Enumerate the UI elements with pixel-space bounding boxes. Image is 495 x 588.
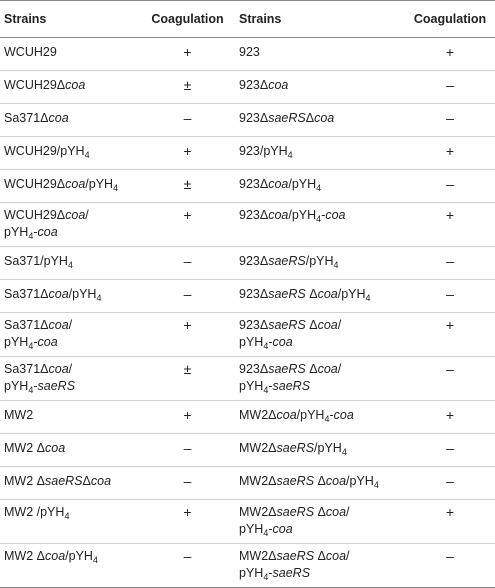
- coagulation-cell-right: –: [405, 104, 495, 137]
- strain-name-fragment: coa: [325, 549, 347, 563]
- strain-name-fragment: /: [346, 505, 350, 519]
- strain-name-fragment: pYH: [239, 566, 264, 580]
- strain-name-fragment: MW2Δ: [239, 441, 277, 455]
- strain-name-fragment: saeRS: [276, 474, 315, 488]
- strain-name-fragment: MW2 Δ: [4, 474, 45, 488]
- strain-name-fragment: WCUH29Δ: [4, 78, 66, 92]
- table-row: [0, 467, 495, 500]
- coagulation-cell-left: +: [140, 500, 235, 544]
- strain-subscript: 4: [324, 414, 330, 424]
- table-row: [0, 137, 495, 170]
- strain-name-fragment: pYH: [239, 522, 264, 536]
- strain-name-fragment: 923: [239, 45, 260, 59]
- strain-name-fragment: 923Δ: [239, 318, 269, 332]
- coagulation-cell-right: +: [405, 500, 495, 544]
- strain-name-fragment: /pYH: [288, 177, 317, 191]
- strain-name-fragment: /pYH: [296, 408, 325, 422]
- strain-subscript: 4: [96, 293, 102, 303]
- table-row: [0, 313, 495, 357]
- coagulation-cell-left: –: [140, 280, 235, 313]
- strain-cell-left: [0, 71, 140, 104]
- strain-name-fragment: coa: [325, 474, 347, 488]
- strain-name-fragment: coa: [333, 408, 354, 422]
- coagulation-cell-left: +: [140, 38, 235, 71]
- strain-cell-right: [235, 357, 405, 401]
- strain-cell-left: [0, 544, 140, 588]
- strain-name-fragment: saeRS: [276, 549, 315, 563]
- strain-subscript: 4: [316, 214, 322, 224]
- strain-name-fragment: MW2Δ: [239, 505, 277, 519]
- strain-cell-left: [0, 38, 140, 71]
- strain-name-fragment: pYH: [4, 335, 29, 349]
- coagulation-cell-left: –: [140, 467, 235, 500]
- strain-name-fragment: 923/pYH: [239, 144, 288, 158]
- table-body: [0, 38, 495, 588]
- strain-name-fragment: WCUH29/pYH: [4, 144, 85, 158]
- strain-subscript: 4: [84, 150, 90, 160]
- coagulation-cell-left: ±: [140, 170, 235, 203]
- strain-cell-right: [235, 434, 405, 467]
- strain-name-fragment: WCUH29Δ: [4, 177, 66, 191]
- strain-name-fragment: saeRS: [276, 441, 315, 455]
- strain-cell-right: [235, 280, 405, 313]
- strain-cell-right: [235, 500, 405, 544]
- strain-name-fragment: coa: [317, 287, 338, 301]
- strain-name-fragment: /pYH: [85, 177, 114, 191]
- strain-name-fragment: Δ: [305, 362, 318, 376]
- strain-name-fragment: MW2Δ: [239, 408, 277, 422]
- strain-name-fragment: 923Δ: [239, 208, 269, 222]
- strain-name-fragment: /pYH: [346, 474, 374, 488]
- strain-name-fragment: coa: [268, 208, 289, 222]
- strain-cell-right: [235, 544, 405, 588]
- strain-name-fragment: saeRS: [268, 111, 306, 125]
- strain-cell-right: [235, 104, 405, 137]
- strain-name-fragment: coa: [45, 549, 66, 563]
- strain-subscript: 4: [365, 293, 371, 303]
- table-row: [0, 38, 495, 71]
- header-strains-left: Strains: [0, 1, 140, 38]
- strain-name-fragment: /pYH: [68, 287, 97, 301]
- strain-name-fragment: 923Δ: [239, 362, 269, 376]
- strain-cell-left: [0, 247, 140, 280]
- coagulation-cell-right: +: [405, 38, 495, 71]
- strain-name-fragment: pYH: [4, 225, 29, 239]
- coagulation-cell-left: –: [140, 247, 235, 280]
- strain-cell-right: [235, 38, 405, 71]
- strain-name-fragment: Δ: [314, 474, 326, 488]
- coagulation-cell-right: –: [405, 71, 495, 104]
- table-row: [0, 247, 495, 280]
- strain-subscript: 4: [113, 183, 119, 193]
- strain-name-fragment: /pYH: [314, 441, 342, 455]
- strain-name-fragment: Sa371Δ: [4, 362, 49, 376]
- strain-name-fragment: MW2 Δ: [4, 441, 45, 455]
- strain-name-fragment: 923Δ: [239, 111, 269, 125]
- strain-name-fragment: Sa371Δ: [4, 318, 49, 332]
- strain-subscript: 4: [92, 555, 98, 565]
- coagulation-cell-right: –: [405, 357, 495, 401]
- strain-name-fragment: -: [33, 225, 38, 239]
- strain-subscript: 4: [263, 385, 269, 395]
- strain-name-fragment: MW2Δ: [239, 549, 277, 563]
- strain-name-fragment: coa: [37, 335, 58, 349]
- strain-name-fragment: coa: [90, 474, 112, 488]
- strain-name-fragment: -: [268, 522, 273, 536]
- strain-subscript: 4: [333, 260, 339, 270]
- strain-cell-left: [0, 280, 140, 313]
- strain-name-fragment: /pYH: [305, 254, 334, 268]
- strain-name-fragment: coa: [65, 208, 86, 222]
- strain-subscript: 4: [28, 385, 34, 395]
- strain-name-fragment: coa: [272, 335, 293, 349]
- coagulation-cell-right: –: [405, 544, 495, 588]
- strain-name-fragment: 923Δ: [239, 177, 269, 191]
- strain-name-fragment: Δ: [305, 287, 318, 301]
- strain-name-fragment: coa: [48, 362, 69, 376]
- strain-cell-right: [235, 137, 405, 170]
- coagulation-cell-right: –: [405, 434, 495, 467]
- coagulation-cell-right: –: [405, 280, 495, 313]
- strain-name-fragment: coa: [48, 287, 69, 301]
- strain-name-fragment: coa: [272, 522, 293, 536]
- strain-cell-right: [235, 71, 405, 104]
- strain-subscript: 4: [28, 341, 34, 351]
- coagulation-cell-right: +: [405, 401, 495, 434]
- strain-name-fragment: WCUH29: [4, 45, 57, 59]
- strain-cell-left: [0, 467, 140, 500]
- strain-cell-right: [235, 203, 405, 247]
- strain-name-fragment: Δ: [314, 505, 326, 519]
- strain-subscript: 4: [287, 150, 293, 160]
- coagulation-cell-left: ±: [140, 71, 235, 104]
- strain-cell-left: [0, 170, 140, 203]
- table-row: [0, 104, 495, 137]
- strain-name-fragment: coa: [325, 505, 347, 519]
- strain-cell-left: [0, 313, 140, 357]
- strain-name-fragment: /: [346, 549, 350, 563]
- coagulation-cell-right: +: [405, 137, 495, 170]
- coagulation-cell-right: –: [405, 247, 495, 280]
- strain-name-fragment: Δ: [82, 474, 91, 488]
- strain-subscript: 4: [263, 572, 269, 582]
- strain-name-fragment: saeRS: [45, 474, 83, 488]
- strain-name-fragment: saeRS: [268, 287, 306, 301]
- strain-subscript: 4: [28, 231, 34, 241]
- coagulation-cell-right: –: [405, 170, 495, 203]
- coagulation-cell-left: +: [140, 137, 235, 170]
- strain-name-fragment: Δ: [305, 111, 315, 125]
- strain-name-fragment: 923Δ: [239, 254, 269, 268]
- strain-name-fragment: Δ: [314, 549, 326, 563]
- strain-subscript: 4: [341, 447, 347, 457]
- strain-name-fragment: -: [268, 566, 273, 580]
- strain-cell-left: [0, 104, 140, 137]
- strain-cell-right: [235, 401, 405, 434]
- coagulation-cell-left: –: [140, 434, 235, 467]
- coagulation-cell-left: +: [140, 203, 235, 247]
- coagulation-cell-left: –: [140, 544, 235, 588]
- strain-name-fragment: coa: [48, 111, 69, 125]
- strain-cell-left: [0, 357, 140, 401]
- strain-name-fragment: saeRS: [37, 379, 76, 393]
- coagulation-cell-right: +: [405, 313, 495, 357]
- strain-name-fragment: -: [33, 379, 38, 393]
- table-row: [0, 71, 495, 104]
- strain-name-fragment: 923Δ: [239, 78, 269, 92]
- table-row: [0, 544, 495, 588]
- strain-cell-left: [0, 401, 140, 434]
- strain-cell-right: [235, 467, 405, 500]
- strain-name-fragment: Sa371Δ: [4, 287, 49, 301]
- strain-name-fragment: coa: [317, 318, 338, 332]
- strain-name-fragment: saeRS: [268, 254, 306, 268]
- strain-cell-left: [0, 137, 140, 170]
- strain-name-fragment: coa: [48, 318, 69, 332]
- table-row: [0, 500, 495, 544]
- table-row: [0, 401, 495, 434]
- strain-name-fragment: coa: [314, 111, 335, 125]
- strain-name-fragment: saeRS: [272, 566, 311, 580]
- strain-subscript: 4: [373, 480, 379, 490]
- coagulation-cell-right: +: [405, 203, 495, 247]
- strain-name-fragment: saeRS: [268, 318, 306, 332]
- strain-name-fragment: Δ: [305, 318, 318, 332]
- strain-name-fragment: -: [329, 408, 334, 422]
- strain-subscript: 4: [263, 341, 269, 351]
- strain-name-fragment: pYH: [4, 379, 29, 393]
- coagulation-cell-left: ±: [140, 357, 235, 401]
- strain-name-fragment: coa: [37, 225, 58, 239]
- strain-name-fragment: saeRS: [268, 362, 306, 376]
- strain-subscript: 4: [67, 260, 73, 270]
- strain-name-fragment: coa: [65, 177, 86, 191]
- strain-name-fragment: pYH: [239, 335, 264, 349]
- strain-name-fragment: /pYH: [337, 287, 366, 301]
- strain-name-fragment: coa: [325, 208, 346, 222]
- strain-cell-right: [235, 170, 405, 203]
- strain-name-fragment: Sa371Δ: [4, 111, 49, 125]
- strain-name-fragment: /: [337, 362, 342, 376]
- table-row: [0, 203, 495, 247]
- strain-name-fragment: /: [337, 318, 342, 332]
- coagulation-cell-left: +: [140, 313, 235, 357]
- strain-cell-left: [0, 434, 140, 467]
- strain-name-fragment: WCUH29Δ: [4, 208, 66, 222]
- strain-name-fragment: coa: [276, 408, 297, 422]
- table-row: [0, 280, 495, 313]
- strain-name-fragment: -: [268, 379, 273, 393]
- table-row: [0, 170, 495, 203]
- strain-name-fragment: /pYH: [288, 208, 317, 222]
- coagulation-cell-left: +: [140, 401, 235, 434]
- strain-name-fragment: coa: [317, 362, 338, 376]
- strain-subscript: 4: [263, 528, 269, 538]
- header-strains-right: Strains: [235, 1, 405, 38]
- strain-cell-left: [0, 203, 140, 247]
- strain-name-fragment: saeRS: [272, 379, 311, 393]
- strain-name-fragment: /pYH: [65, 549, 93, 563]
- strain-name-fragment: Sa371/pYH: [4, 254, 68, 268]
- strain-name-fragment: coa: [268, 78, 289, 92]
- strain-subscript: 4: [64, 511, 70, 521]
- strain-name-fragment: /: [68, 362, 73, 376]
- coagulation-cell-right: –: [405, 467, 495, 500]
- strain-name-fragment: -: [268, 335, 273, 349]
- strain-name-fragment: pYH: [239, 379, 264, 393]
- strain-name-fragment: MW2 Δ: [4, 549, 45, 563]
- strain-name-fragment: coa: [268, 177, 289, 191]
- strain-name-fragment: /: [85, 208, 89, 222]
- header-coagulation-right: Coagulation: [405, 1, 495, 38]
- strain-name-fragment: saeRS: [276, 505, 315, 519]
- table-row: [0, 434, 495, 467]
- table-row: [0, 357, 495, 401]
- strain-cell-left: [0, 500, 140, 544]
- strain-name-fragment: MW2Δ: [239, 474, 277, 488]
- strain-name-fragment: -: [33, 335, 38, 349]
- strain-cell-right: [235, 313, 405, 357]
- strain-name-fragment: 923Δ: [239, 287, 269, 301]
- strain-cell-right: [235, 247, 405, 280]
- strain-name-fragment: MW2: [4, 408, 34, 422]
- strain-name-fragment: coa: [65, 78, 86, 92]
- strain-name-fragment: /: [68, 318, 73, 332]
- coagulation-cell-left: –: [140, 104, 235, 137]
- table-header: [0, 1, 495, 38]
- strain-name-fragment: -: [321, 208, 326, 222]
- strain-name-fragment: coa: [45, 441, 66, 455]
- header-row: [0, 1, 495, 38]
- strain-name-fragment: MW2 /pYH: [4, 505, 65, 519]
- strain-subscript: 4: [316, 183, 322, 193]
- header-coagulation-left: Coagulation: [140, 1, 235, 38]
